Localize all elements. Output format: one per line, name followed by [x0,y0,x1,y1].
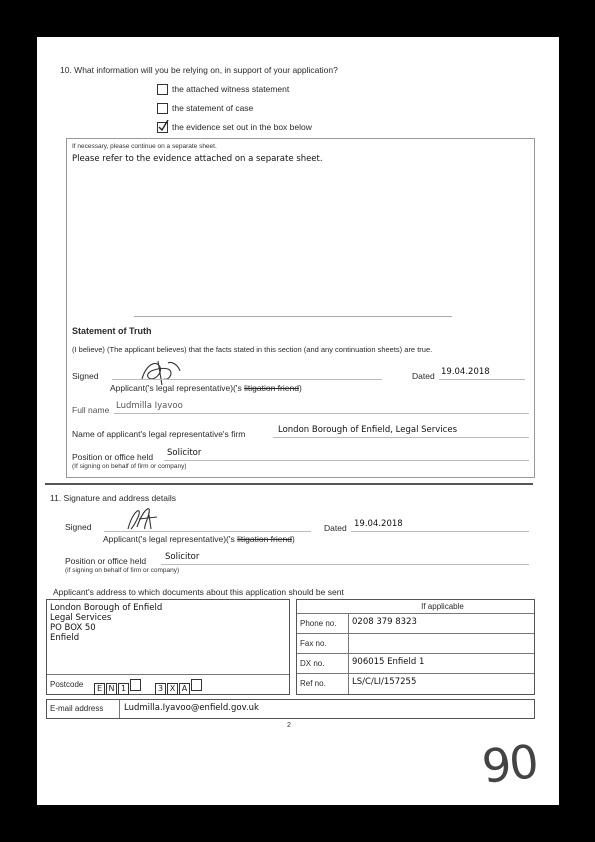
truth-signature-line[interactable] [112,379,382,380]
fax-label: Fax no. [300,639,327,648]
postcode-outward[interactable] [94,678,142,696]
address-heading: Applicant's address to which documents about this application should be sent [53,587,344,597]
address-line-1: London Borough of Enfield [50,603,163,613]
truth-dated-label: Dated [412,371,435,381]
q11-signature-line[interactable] [104,531,311,532]
evidence-box-checkbox[interactable] [157,122,168,133]
postcode-divider [47,674,289,675]
q11-position-label: Position or office held [65,556,147,566]
email-col-rule [119,700,120,718]
q11-dated-line [351,531,529,532]
address-line-3: PO BOX 50 [50,623,96,633]
ref-label: Ref no. [300,679,326,688]
statement-of-truth-heading: Statement of Truth [72,326,152,336]
truth-position-value[interactable]: Solicitor [167,448,202,458]
fullname-value[interactable]: Ludmilla Iyavoo [116,401,183,411]
q11-role-prefix: Applicant('s legal representative)('s [103,534,238,544]
table-rule [297,653,534,654]
postcode-cell: X [167,683,178,695]
q11-position-line [161,564,529,565]
postcode-cell: E [94,683,105,695]
q11-role [103,534,295,544]
check-mark-icon [158,120,169,132]
firm-line [273,437,529,438]
postcode-cell: 1 [118,683,129,695]
q11-position-value[interactable]: Solicitor [165,552,200,562]
dx-label: DX no. [300,659,325,668]
truth-role-suffix: ) [298,383,302,393]
truth-statement: (I believe) (The applicant believes) that the facts stated in this section (and any continuation sheets) are true. [72,345,433,354]
handwritten-number: 90 [479,734,540,794]
email-label: E-mail address [50,704,104,713]
truth-position-note: (If signing on behalf of firm or company) [72,463,187,470]
phone-value[interactable]: 0208 379 8323 [352,617,417,627]
truth-dated-line [439,379,525,380]
address-line-2: Legal Services [50,613,112,623]
dx-value[interactable]: 906015 Enfield 1 [352,657,425,667]
q11-dated-value[interactable]: 19.04.2018 [354,519,403,529]
truth-role [110,383,302,393]
postcode-label: Postcode [50,680,84,689]
table-rule [297,613,534,614]
address-line-4: Enfield [50,633,80,643]
q11-role-struck: litigation friend [237,534,292,544]
truth-position-label: Position or office held [72,452,154,462]
postcode-cell [191,679,202,691]
fullname-line [114,413,529,414]
table-col-rule [348,613,349,694]
email-row [46,699,535,719]
witness-statement-checkbox[interactable] [157,84,168,95]
address-box[interactable] [46,599,290,695]
ref-value[interactable]: LS/C/LI/157255 [352,677,417,687]
truth-position-line [164,460,529,461]
truth-dated-value[interactable]: 19.04.2018 [441,367,490,377]
q11-position-note: (if signing on behalf of firm or company) [65,567,180,574]
truth-role-struck: litigation friend [244,383,299,393]
postcode-cell: 3 [155,683,166,695]
statement-of-case-checkbox[interactable] [157,103,168,114]
postcode-inward[interactable] [155,678,203,696]
email-value[interactable]: Ludmilla.Iyavoo@enfield.gov.uk [124,703,259,713]
truth-role-prefix: Applicant('s legal representative)('s [110,383,245,393]
form-page [37,37,559,805]
if-applicable-label: If applicable [421,602,464,611]
fullname-label: Full name [72,405,110,415]
statement-of-case-label: the statement of case [172,103,254,113]
postcode-cell: N [106,683,117,695]
q11-dated-label: Dated [324,523,347,533]
q11-heading: 11. Signature and address details [50,493,177,503]
evidence-box-label: the evidence set out in the box below [172,122,312,132]
page-number: 2 [287,722,291,729]
contact-table [296,599,535,695]
firm-value[interactable]: London Borough of Enfield, Legal Services [278,425,457,435]
evidence-bottom-rule [134,316,452,317]
evidence-text[interactable]: Please refer to the evidence attached on a separate sheet. [72,154,323,164]
witness-statement-label: the attached witness statement [172,84,290,94]
table-rule [297,673,534,674]
q11-signature-icon [125,505,161,533]
postcode-cell: A [179,683,190,695]
truth-signed-label: Signed [72,371,99,381]
section-divider [45,483,533,485]
q11-signed-label: Signed [65,522,92,532]
q10-question: 10. What information will you be relying on, in support of your application? [60,65,338,75]
table-rule [297,633,534,634]
continue-hint: If necessary, please continue on a separate sheet. [72,143,217,150]
postcode-cell [130,679,141,691]
phone-label: Phone no. [300,619,337,628]
q11-role-suffix: ) [291,534,295,544]
firm-label: Name of applicant's legal representative's firm [72,429,246,439]
evidence-box [66,138,535,478]
